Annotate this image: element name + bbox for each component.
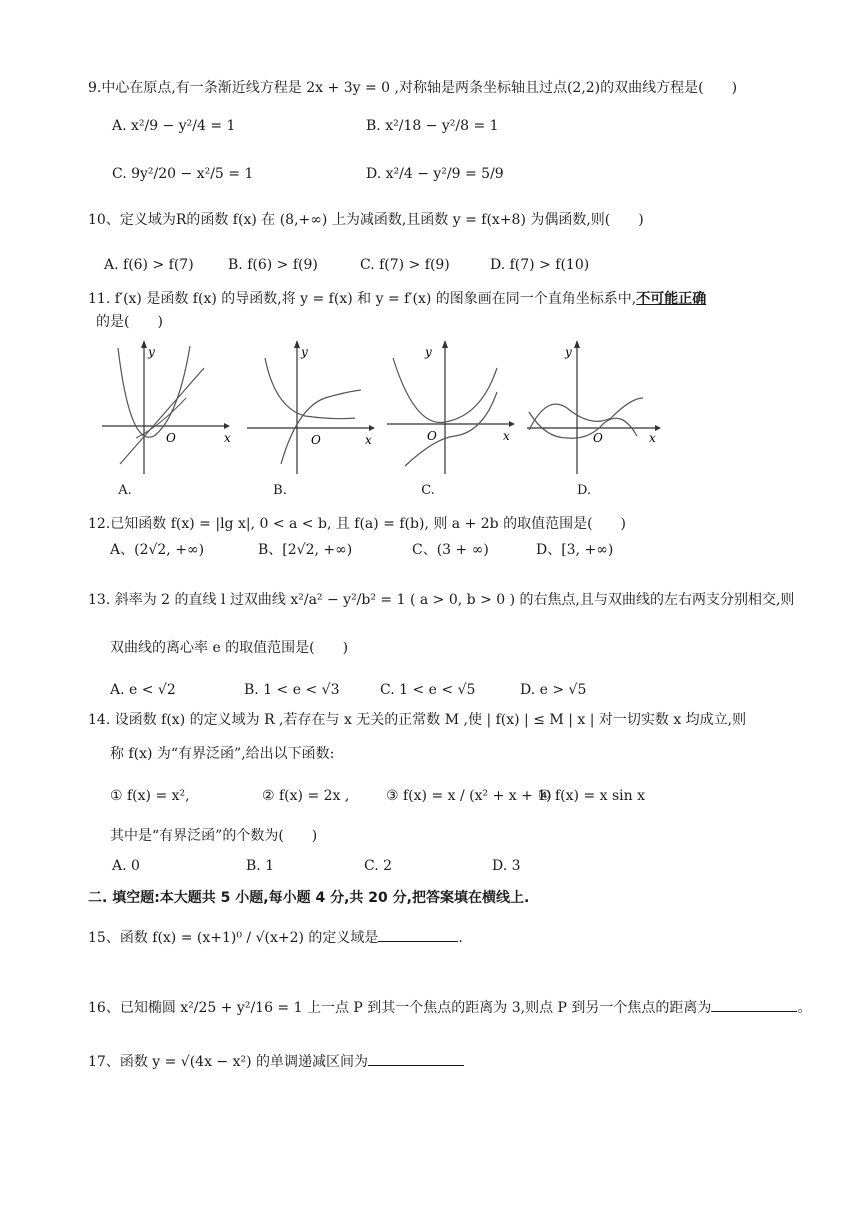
graph-b-y-label: y <box>301 345 308 359</box>
q14-function-2: ② f(x) = 2x , <box>262 788 350 804</box>
q11-stem-pre: 11. f′(x) 是函数 f(x) 的导函数,将 y = f(x) 和 y = f′(x) 的图象画在同一个直角坐标系中, <box>88 291 637 307</box>
q11-graph-a <box>100 338 230 498</box>
q12-option-b: B、[2√2, +∞) <box>258 542 353 558</box>
q16-end: 。 <box>797 1000 812 1016</box>
q17-answer-blank[interactable] <box>368 1052 464 1066</box>
q13-option-c: C. 1 < e < √5 <box>380 682 476 698</box>
q14-option-b: B. 1 <box>246 858 275 874</box>
q16-line <box>88 998 811 1018</box>
q11-graph-b <box>245 338 375 498</box>
graph-b-x-label: x <box>365 433 372 447</box>
q11-graph-d-label: D. <box>576 483 592 498</box>
q14-stem-line1: 14. 设函数 f(x) 的定义域为 R ,若存在与 x 无关的正常数 M ,使 | f(x) | ≤ M | x | 对一切实数 x 均成立,则 <box>88 712 747 728</box>
q14-option-a: A. 0 <box>112 858 140 874</box>
graph-c-y-label: y <box>425 345 432 359</box>
q10-option-b: B. f(6) > f(9) <box>228 257 318 273</box>
q14-function-1: ① f(x) = x², <box>110 788 190 804</box>
q12-option-a: A、(2√2, +∞) <box>110 542 205 558</box>
graph-d-y-label: y <box>565 345 572 359</box>
q9-option-b: B. x²/18 − y²/8 = 1 <box>366 118 499 134</box>
q13-stem-line1: 13. 斜率为 2 的直线 l 过双曲线 x²/a² − y²/b² = 1 ( a > 0, b > 0 ) 的右焦点,且与双曲线的左右两支分别相交,则 <box>88 592 795 608</box>
q13-option-a: A. e < √2 <box>110 682 176 698</box>
q14-option-c: C. 2 <box>364 858 393 874</box>
q10-stem: 10、定义域为R的函数 f(x) 在 (8,+∞) 上为减函数,且函数 y = f(x+8) 为偶函数,则( ) <box>88 212 644 228</box>
q17-line <box>88 1052 464 1072</box>
q13-option-b: B. 1 < e < √3 <box>244 682 340 698</box>
q11-stem-line1 <box>88 289 706 309</box>
graph-a-svg <box>100 338 230 478</box>
q11-stem-post: 的是( ) <box>96 314 163 330</box>
q16-stem: 16、已知椭圆 x²/25 + y²/16 = 1 上一点 P 到其一个焦点的距离为 3,则点 P 到另一个焦点的距离为 <box>88 1000 712 1016</box>
q15-line <box>88 928 463 948</box>
graph-d-svg <box>525 338 665 478</box>
graph-d-origin-label: O <box>593 431 603 445</box>
q9-option-d: D. x²/4 − y²/9 = 5/9 <box>366 166 504 182</box>
q11-graph-c <box>385 338 515 498</box>
q10-option-c: C. f(7) > f(9) <box>360 257 450 273</box>
section-2-title: 二. 填空题:本大题共 5 小题,每小题 4 分,共 20 分,把答案填在横线上. <box>88 890 530 906</box>
q14-option-d: D. 3 <box>492 858 521 874</box>
q15-stem: 15、函数 f(x) = (x+1)⁰ / √(x+2) 的定义域是 <box>88 930 379 946</box>
q11-graph-c-label: C. <box>421 483 435 498</box>
q14-function-4: ④ f(x) = x sin x <box>538 788 646 804</box>
q9-stem: 9.中心在原点,有一条渐近线方程是 2x + 3y = 0 ,对称轴是两条坐标轴且过点(2,2)的双曲线方程是( ) <box>88 80 738 96</box>
q11-graph-a-label: A. <box>118 483 132 498</box>
graph-a-y-label: y <box>148 345 155 359</box>
q14-ask: 其中是“有界泛函”的个数为( ) <box>110 828 318 844</box>
graph-b-svg <box>245 338 375 478</box>
graph-d-x-label: x <box>649 431 656 445</box>
q13-option-d: D. e > √5 <box>520 682 587 698</box>
q12-stem: 12.已知函数 f(x) = |lg x|, 0 < a < b, 且 f(a) = f(b), 则 a + 2b 的取值范围是( ) <box>88 516 627 532</box>
q15-answer-blank[interactable] <box>378 928 458 942</box>
q9-option-c: C. 9y²/20 − x²/5 = 1 <box>112 166 254 182</box>
graph-a-x-label: x <box>224 431 231 445</box>
q16-answer-blank[interactable] <box>711 998 797 1012</box>
graph-a-origin-label: O <box>166 431 176 445</box>
graph-b-origin-label: O <box>311 433 321 447</box>
q11-stem-emphasis: 不可能正确 <box>636 291 707 307</box>
q14-function-3: ③ f(x) = x / (x² + x + 1) <box>386 788 552 804</box>
q17-stem: 17、函数 y = √(4x − x²) 的单调递减区间为 <box>88 1054 369 1070</box>
q11-graph-d <box>525 338 655 498</box>
q15-end: . <box>458 930 463 946</box>
q10-option-d: D. f(7) > f(10) <box>490 257 590 273</box>
q12-option-d: D、[3, +∞) <box>536 542 614 558</box>
q9-option-a: A. x²/9 − y²/4 = 1 <box>112 118 236 134</box>
graph-c-x-label: x <box>503 429 510 443</box>
q12-option-c: C、(3 + ∞) <box>412 542 489 558</box>
q10-option-a: A. f(6) > f(7) <box>104 257 194 273</box>
q11-graphs <box>100 338 670 498</box>
graph-c-svg <box>385 338 515 478</box>
q11-graph-b-label: B. <box>273 483 287 498</box>
q13-stem-line2: 双曲线的离心率 e 的取值范围是( ) <box>110 640 349 656</box>
q14-stem-line2: 称 f(x) 为“有界泛函”,给出以下函数: <box>110 746 335 762</box>
graph-c-origin-label: O <box>427 429 437 443</box>
